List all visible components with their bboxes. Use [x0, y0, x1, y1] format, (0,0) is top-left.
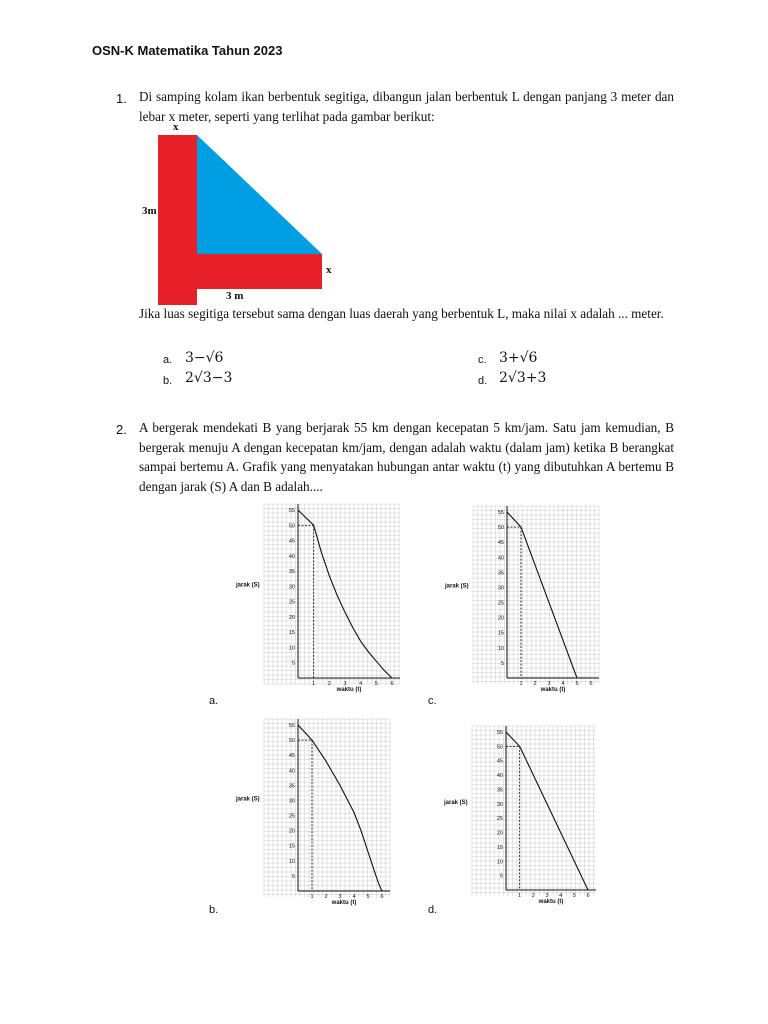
y-tick-label: 40 [496, 773, 503, 780]
y-tick-label: 40 [288, 553, 295, 560]
x-axis-label: waktu (t) [331, 900, 357, 906]
l-road-figure [130, 118, 350, 308]
graph-grid [264, 719, 390, 897]
y-tick-label: 55 [497, 510, 504, 516]
x-tick-label: 3 [338, 894, 342, 900]
q1-option-c-letter: c. [478, 354, 487, 366]
y-tick-label: 55 [288, 723, 295, 729]
x-axis-label: waktu (t) [540, 687, 566, 693]
y-tick-label: 20 [496, 830, 503, 837]
y-tick-label: 50 [288, 523, 295, 530]
y-tick-label: 35 [288, 569, 295, 576]
series-line [507, 512, 577, 678]
x-tick-label: 2 [533, 681, 537, 687]
y-tick-label: 40 [497, 555, 504, 562]
x-tick-label: 1 [518, 893, 522, 899]
y-tick-label: 10 [496, 859, 503, 866]
x-tick-label: 6 [390, 681, 394, 687]
y-tick-label: 45 [496, 758, 503, 765]
q1-option-d-letter: d. [478, 375, 488, 387]
figure-label-left-3m: 3m [142, 205, 157, 217]
q1-option-b-value[interactable]: 2√3−3 [185, 370, 233, 386]
y-tick-label: 50 [496, 744, 503, 751]
y-axis-label: jarak (S) [236, 582, 260, 589]
page-header: OSN-K Matematika Tahun 2023 [92, 43, 283, 58]
y-tick-label: 50 [288, 738, 295, 745]
y-tick-label: 15 [288, 630, 295, 637]
figure-label-bottom-3m: 3 m [226, 290, 244, 302]
y-tick-label: 20 [288, 828, 295, 835]
x-tick-label: 4 [359, 681, 363, 687]
y-tick-label: 55 [288, 508, 295, 514]
y-tick-label: 5 [500, 660, 504, 667]
x-tick-label: 5 [374, 681, 378, 687]
y-tick-label: 35 [497, 570, 504, 577]
x-tick-label: 4 [352, 894, 356, 900]
x-tick-label: 5 [575, 681, 579, 687]
graph-d[interactable] [442, 722, 600, 912]
y-tick-label: 45 [288, 538, 295, 545]
figure-label-right-x: x [326, 264, 332, 276]
graph-b[interactable] [234, 715, 394, 913]
x-tick-label: 5 [366, 894, 370, 900]
y-tick-label: 20 [497, 615, 504, 622]
x-tick-label: 2 [531, 893, 535, 899]
question-1-text: Di samping kolam ikan berbentuk segitiga, dibangun jalan berbentuk L dengan panjang 3 meter dan lebar x meter, seperti yang terlihat pada gambar berikut: [139, 89, 674, 124]
graph-b-letter: b. [209, 904, 219, 916]
y-tick-label: 30 [497, 585, 504, 592]
q1-option-d-value[interactable]: 2√3+3 [499, 370, 547, 386]
graph-d-letter: d. [428, 904, 438, 916]
y-tick-label: 40 [288, 768, 295, 775]
question-2-text: A bergerak mendekati B yang berjarak 55 km dengan kecepatan 5 km/jam. Satu jam kemudian, B bergerak menuju A dengan kecepatan km/jam, dengan adalah waktu (dalam jam) ketika B berangkat sampai bertemu A. Grafik yang menyatakan hubungan antar waktu (t) yang dibutuhkan A bertemu B dengan jarak (S) A dan B adalah.... [139, 420, 674, 494]
graph-a-letter: a. [209, 695, 219, 707]
q1-option-c-value[interactable]: 3+√6 [499, 350, 538, 366]
x-tick-label: 2 [327, 681, 331, 687]
q1-option-b-letter: b. [163, 375, 173, 387]
y-tick-label: 30 [496, 801, 503, 808]
y-tick-label: 15 [497, 630, 504, 637]
figure-label-top-x: x [173, 121, 179, 133]
x-tick-label: 4 [559, 893, 563, 899]
x-tick-label: 1 [519, 681, 523, 687]
y-tick-label: 10 [288, 645, 295, 652]
y-tick-label: 35 [288, 783, 295, 790]
y-axis-label: jarak (S) [236, 796, 260, 803]
q1-option-a-letter: a. [163, 354, 173, 366]
graph-c-letter: c. [428, 695, 437, 707]
x-tick-label: 6 [380, 894, 384, 900]
y-tick-label: 5 [291, 873, 295, 880]
y-tick-label: 30 [288, 798, 295, 805]
graph-grid [472, 726, 596, 896]
y-tick-label: 20 [288, 614, 295, 621]
y-tick-label: 50 [497, 525, 504, 532]
y-tick-label: 10 [497, 645, 504, 652]
x-tick-label: 3 [547, 681, 551, 687]
y-tick-label: 15 [496, 844, 503, 851]
y-tick-label: 25 [288, 813, 295, 820]
y-tick-label: 55 [496, 730, 503, 736]
y-axis-label: jarak (S) [445, 583, 469, 590]
x-tick-label: 3 [343, 681, 347, 687]
x-tick-label: 5 [572, 893, 576, 899]
question-1-prompt: Jika luas segitiga tersebut sama dengan luas daerah yang berbentuk L, maka nilai x adalah ... meter. [139, 306, 664, 321]
x-tick-label: 1 [312, 681, 316, 687]
x-tick-label: 4 [561, 681, 565, 687]
x-tick-label: 6 [586, 893, 590, 899]
y-tick-label: 25 [496, 816, 503, 823]
triangle-pond [197, 135, 322, 254]
x-tick-label: 1 [310, 894, 314, 900]
q1-option-a-value[interactable]: 3−√6 [185, 350, 224, 366]
y-tick-label: 5 [499, 873, 503, 880]
x-axis-label: waktu (t) [336, 687, 362, 693]
graph-c[interactable] [443, 502, 603, 700]
road-horizontal [158, 254, 322, 289]
graph-grid [264, 504, 400, 684]
x-tick-label: 6 [589, 681, 593, 687]
x-axis-label: waktu (t) [538, 899, 564, 905]
graph-grid [473, 506, 599, 684]
y-tick-label: 35 [496, 787, 503, 794]
y-tick-label: 25 [288, 599, 295, 606]
question-1-number: 1. [116, 91, 127, 106]
y-tick-label: 5 [291, 660, 295, 667]
series-line [298, 725, 382, 891]
y-tick-label: 25 [497, 600, 504, 607]
x-tick-label: 3 [545, 893, 549, 899]
y-axis-label: jarak (S) [444, 799, 468, 806]
y-tick-label: 30 [288, 584, 295, 591]
graph-a[interactable] [234, 500, 404, 700]
y-tick-label: 10 [288, 858, 295, 865]
y-tick-label: 15 [288, 843, 295, 850]
x-tick-label: 2 [324, 894, 328, 900]
y-tick-label: 45 [497, 540, 504, 547]
question-2-number: 2. [116, 422, 127, 437]
y-tick-label: 45 [288, 753, 295, 760]
